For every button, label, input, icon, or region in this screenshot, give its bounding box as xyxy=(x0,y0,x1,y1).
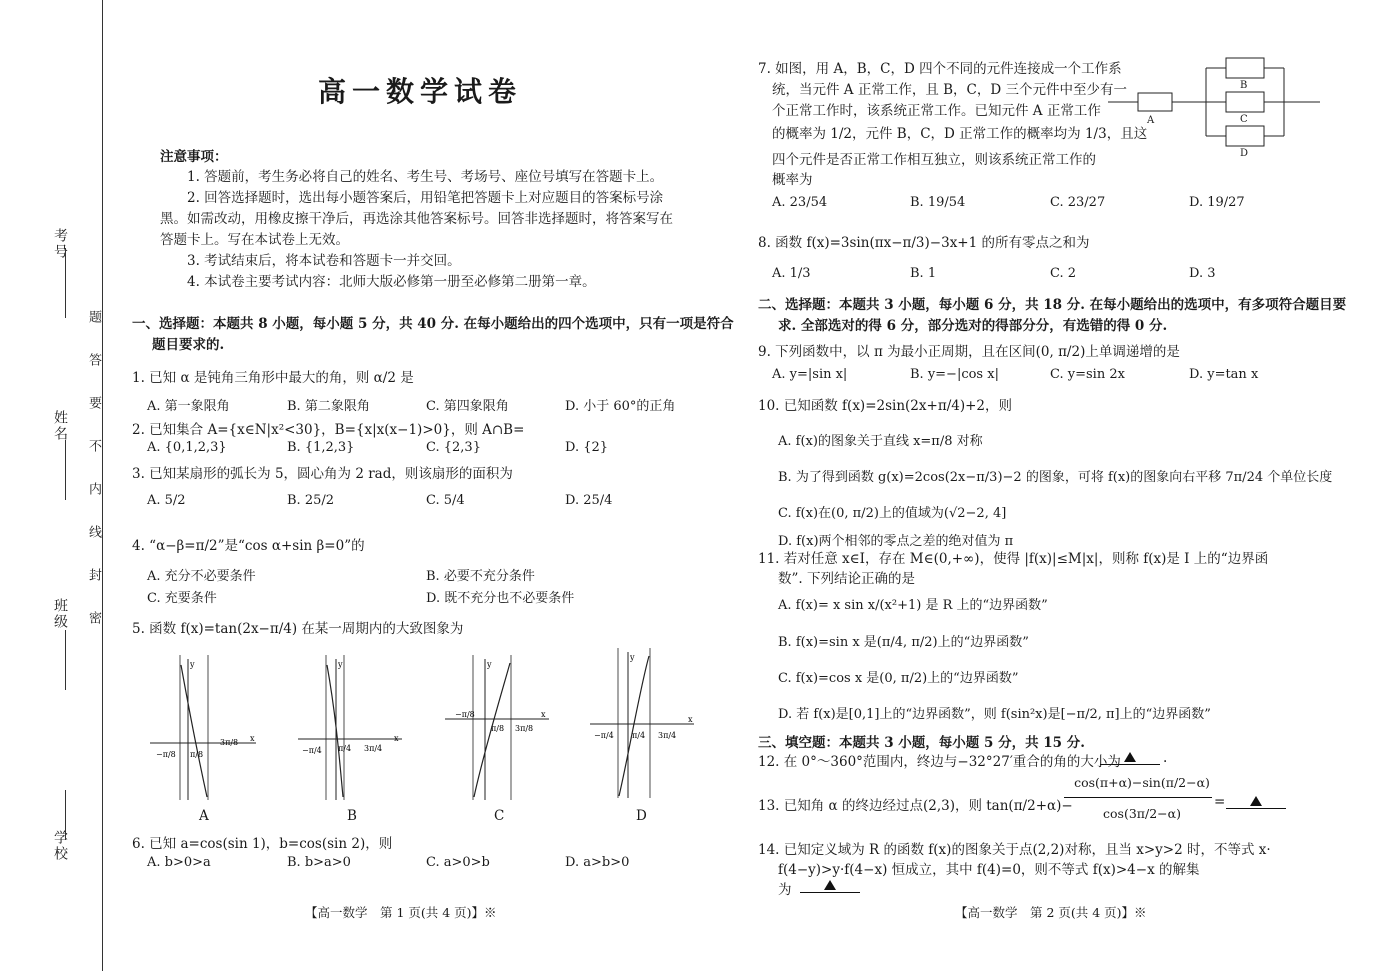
q11-stem: 11. 若对任意 x∈I，存在 M∈(0,+∞)，使得 |f(x)|≤M|x|，则称 f(x)是 I 上的“边界函 xyxy=(758,551,1269,567)
q3-option-d: D. 25/4 xyxy=(565,493,613,508)
footer-left: 【高一数学 第 1 页(共 4 页)】※ xyxy=(305,905,497,920)
triangle-icon xyxy=(824,880,836,890)
svg-text:x: x xyxy=(250,734,255,743)
q9-stem: 9. 下列函数中，以 π 为最小正周期，且在区间(0, π/2)上单调递增的是 xyxy=(758,344,1180,360)
q7-option-c: C. 23/27 xyxy=(1050,195,1106,210)
q4-option-b: B. 必要不充分条件 xyxy=(426,569,535,584)
notice-heading: 注意事项： xyxy=(160,149,228,165)
svg-text:π/8: π/8 xyxy=(190,750,204,759)
section2-header: 二、选择题：本题共 3 小题，每小题 6 分，共 18 分. 在每小题给出的选项中，有多项符合题目要 xyxy=(758,297,1347,313)
q14-line: 为 xyxy=(778,882,792,898)
q2-stem: 2. 已知集合 A={x∈N|x²<30}，B={x|x(x−1)>0}，则 A∩B= xyxy=(132,422,525,438)
q10-option-d: D. f(x)两个相邻的零点之差的绝对值为 π xyxy=(778,534,1014,549)
exam-no-label: 考号 xyxy=(52,228,68,260)
q14-line: f(4−y)>y·f(4−x) 恒成立，其中 f(4)=0，则不等式 f(x)>4−x 的解集 xyxy=(778,862,1200,878)
q1-option-d: D. 小于 60°的正角 xyxy=(565,399,676,414)
page-title: 高一数学试卷 xyxy=(318,75,523,108)
svg-text:y: y xyxy=(338,660,343,669)
section2-header-cont: 求. 全部选对的得 6 分，部分选对的得部分分，有选错的得 0 分. xyxy=(778,318,1168,334)
q2-option-c: C. {2,3} xyxy=(426,440,481,455)
q1-stem: 1. 已知 α 是钝角三角形中最大的角，则 α/2 是 xyxy=(132,370,414,386)
q11-option-c: C. f(x)=cos x 是(0, π/2)上的“边界函数” xyxy=(778,671,1019,686)
q12-tail: . xyxy=(1163,750,1168,766)
svg-text:y: y xyxy=(190,660,195,669)
q2-option-b: B. {1,2,3} xyxy=(287,440,355,455)
q11-option-d: D. 若 f(x)是[0,1]上的“边界函数”，则 f(sin²x)是[−π/2, π]上的“边界函数” xyxy=(778,707,1211,722)
q13-answer-blank xyxy=(1226,792,1286,809)
q6-option-c: C. a>0>b xyxy=(426,855,490,870)
seal-notice: 题答要不内线封密 xyxy=(86,310,101,654)
q5-label-c: C xyxy=(494,808,505,824)
triangle-icon xyxy=(1250,796,1262,806)
q5-graph-c xyxy=(445,655,555,805)
section3-header: 三、填空题：本题共 3 小题，每小题 5 分，共 15 分. xyxy=(758,735,1085,751)
q5-label-a: A xyxy=(199,808,209,824)
svg-text:−π/4: −π/4 xyxy=(302,746,322,755)
svg-text:π/8: π/8 xyxy=(491,724,505,733)
svg-text:−π/8: −π/8 xyxy=(455,710,475,719)
svg-text:3π/8: 3π/8 xyxy=(515,724,534,733)
svg-text:3π/4: 3π/4 xyxy=(658,731,677,740)
q4-option-a: A. 充分不必要条件 xyxy=(147,569,256,584)
q6-option-a: A. b>0>a xyxy=(147,855,211,870)
exam-no-line xyxy=(65,248,66,318)
q10-stem: 10. 已知函数 f(x)=2sin(2x+π/4)+2，则 xyxy=(758,398,1012,414)
q7-line: 四个元件是否正常工作相互独立，则该系统正常工作的 xyxy=(772,152,1096,168)
q9-option-b: B. y=−|cos x| xyxy=(910,367,999,382)
svg-text:x: x xyxy=(541,710,546,719)
q5-label-d: D xyxy=(636,808,647,824)
svg-text:π/4: π/4 xyxy=(338,744,352,753)
q8-stem: 8. 函数 f(x)=3sin(πx−π/3)−3x+1 的所有零点之和为 xyxy=(758,235,1090,251)
notice-item: 2. 回答选择题时，选出每小题答案后，用铅笔把答题卡上对应题目的答案标号涂 xyxy=(187,190,664,206)
q7-circuit xyxy=(1108,50,1320,169)
q7-line: 统，当元件 A 正常工作，且 B，C，D 三个元件中至少有一 xyxy=(772,82,1127,98)
circuit-label-a: A xyxy=(1147,115,1155,126)
class-line xyxy=(65,630,66,690)
q8-option-b: B. 1 xyxy=(910,266,937,281)
q4-option-d: D. 既不充分也不必要条件 xyxy=(426,591,575,606)
q7-option-b: B. 19/54 xyxy=(910,195,966,210)
q1-option-b: B. 第二象限角 xyxy=(287,399,370,414)
q8-option-c: C. 2 xyxy=(1050,266,1077,281)
class-label: 班级 xyxy=(52,598,68,630)
q6-option-d: D. a>b>0 xyxy=(565,855,630,870)
name-label: 姓名 xyxy=(52,410,68,442)
q8-option-a: A. 1/3 xyxy=(772,266,811,281)
svg-text:−π/4: −π/4 xyxy=(594,731,614,740)
q5-label-b: B xyxy=(347,808,357,824)
q5-graph-d xyxy=(590,648,700,803)
notice-item: 黑。如需改动，用橡皮擦干净后，再选涂其他答案标号。回答非选择题时，将答案写在 xyxy=(160,211,673,227)
q5-graph-b xyxy=(298,655,408,805)
q7-line: 的概率为 1/2，元件 B，C，D 正常工作的概率均为 1/3，且这 xyxy=(772,126,1148,142)
q12-answer-blank xyxy=(1100,748,1160,765)
q13-tail: = xyxy=(1214,794,1226,810)
school-label: 学校 xyxy=(52,830,68,862)
q14-line: 14. 已知定义域为 R 的函数 f(x)的图象关于点(2,2)对称，且当 x>y>2 时，不等式 x· xyxy=(758,842,1271,858)
svg-text:π/4: π/4 xyxy=(632,731,646,740)
q10-option-b: B. 为了得到函数 g(x)=2cos(2x−π/3)−2 的图象，可将 f(x)的图象向右平移 7π/24 个单位长度 xyxy=(778,470,1333,485)
school-line xyxy=(65,790,66,840)
notice-item: 1. 答题前，考生务必将自己的姓名、考生号、考场号、座位号填写在答题卡上。 xyxy=(187,169,664,185)
q3-option-a: A. 5/2 xyxy=(147,493,186,508)
q12-stem: 12. 在 0°～360°范围内，终边与−32°27′重合的角的大小为 xyxy=(758,754,1121,770)
name-line xyxy=(65,440,66,500)
circuit-label-c: C xyxy=(1240,114,1248,125)
circuit-label-b: B xyxy=(1240,80,1248,91)
q5-graph-a xyxy=(150,655,260,805)
notice-item: 4. 本试卷主要考试内容：北师大版必修第一册至必修第二册第一章。 xyxy=(187,274,596,290)
svg-text:x: x xyxy=(688,715,693,724)
q4-stem: 4. “α−β=π/2”是“cos α+sin β=0”的 xyxy=(132,538,365,554)
q13-stem: 13. 已知角 α 的终边经过点(2,3)，则 tan(π/2+α)− xyxy=(758,798,1073,814)
q13-frac-bar xyxy=(1064,797,1212,798)
q8-option-d: D. 3 xyxy=(1189,266,1216,281)
q5-stem: 5. 函数 f(x)=tan(2x−π/4) 在某一周期内的大致图象为 xyxy=(132,621,464,637)
q4-option-c: C. 充要条件 xyxy=(147,591,217,606)
q11-option-a: A. f(x)= x sin x/(x²+1) 是 R 上的“边界函数” xyxy=(778,598,1048,613)
q3-stem: 3. 已知某扇形的弧长为 5，圆心角为 2 rad，则该扇形的面积为 xyxy=(132,466,513,482)
q9-option-c: C. y=sin 2x xyxy=(1050,367,1125,382)
q14-answer-blank xyxy=(800,876,860,893)
q9-option-d: D. y=tan x xyxy=(1189,367,1259,382)
q1-option-a: A. 第一象限角 xyxy=(147,399,230,414)
q11-option-b: B. f(x)=sin x 是(π/4, π/2)上的“边界函数” xyxy=(778,635,1029,650)
svg-text:3π/8: 3π/8 xyxy=(220,738,239,747)
circuit-label-d: D xyxy=(1240,148,1249,159)
q7-line: 7. 如图，用 A，B，C，D 四个不同的元件连接成一个工作系 xyxy=(758,61,1122,77)
q2-option-a: A. {0,1,2,3} xyxy=(147,440,227,455)
q9-option-a: A. y=|sin x| xyxy=(772,367,848,382)
q6-option-b: B. b>a>0 xyxy=(287,855,351,870)
q13-frac-num: cos(π+α)−sin(π/2−α) xyxy=(1074,775,1210,790)
svg-text:3π/4: 3π/4 xyxy=(364,744,383,753)
q3-option-b: B. 25/2 xyxy=(287,493,335,508)
q7-line: 个正常工作时，该系统正常工作。已知元件 A 正常工作 xyxy=(772,103,1101,119)
svg-text:x: x xyxy=(394,734,399,743)
q13-frac-den: cos(3π/2−α) xyxy=(1103,806,1181,821)
svg-text:−π/8: −π/8 xyxy=(156,750,176,759)
footer-right: 【高一数学 第 2 页(共 4 页)】※ xyxy=(955,905,1147,920)
q3-option-c: C. 5/4 xyxy=(426,493,465,508)
svg-text:y: y xyxy=(487,660,492,669)
q10-option-a: A. f(x)的图象关于直线 x=π/8 对称 xyxy=(778,434,983,449)
q11-stem-cont: 数”. 下列结论正确的是 xyxy=(778,571,915,587)
notice-item: 3. 考试结束后，将本试卷和答题卡一并交回。 xyxy=(187,253,461,269)
q2-option-d: D. {2} xyxy=(565,440,609,455)
notice-item: 答题卡上。写在本试卷上无效。 xyxy=(160,232,349,248)
q10-option-c: C. f(x)在(0, π/2)上的值域为(√2−2, 4] xyxy=(778,506,1007,521)
q7-line: 概率为 xyxy=(772,172,813,188)
q1-option-c: C. 第四象限角 xyxy=(426,399,509,414)
section1-header: 一、选择题：本题共 8 小题，每小题 5 分，共 40 分. 在每小题给出的四个选项中，只有一项是符合 xyxy=(132,316,734,332)
q7-option-d: D. 19/27 xyxy=(1189,195,1245,210)
triangle-icon xyxy=(1124,752,1136,762)
svg-text:y: y xyxy=(630,653,635,662)
q6-stem: 6. 已知 a=cos(sin 1)，b=cos(sin 2)，则 xyxy=(132,836,393,852)
q7-option-a: A. 23/54 xyxy=(772,195,828,210)
section1-header-cont: 题目要求的. xyxy=(152,337,225,353)
